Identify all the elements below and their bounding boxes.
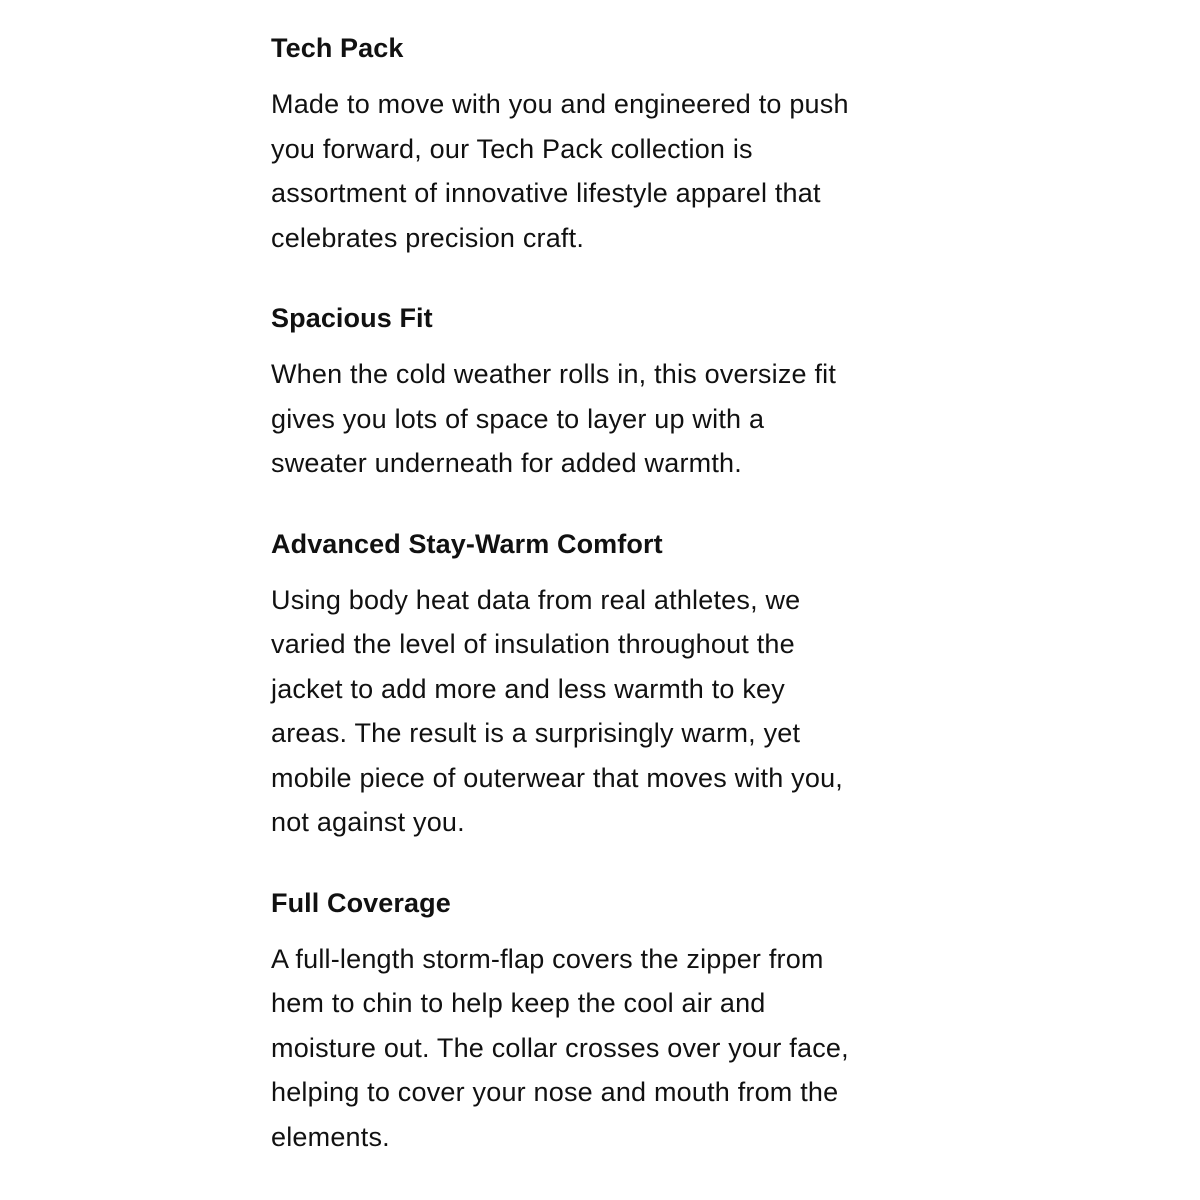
feature-section-stay-warm-comfort: [271, 524, 931, 845]
feature-description: A full-length storm-flap covers the zipper from hem to chin to help keep the cool air and moisture out. The collar crosses over your face, helping to cover your nose and mouth from the elements.: [271, 943, 849, 1152]
product-details: [271, 28, 931, 1197]
feature-section-spacious-fit: [271, 298, 931, 486]
feature-section-full-coverage: [271, 883, 931, 1160]
feature-title: Spacious Fit: [271, 303, 433, 333]
feature-title: Full Coverage: [271, 887, 451, 918]
feature-section-tech-pack: [271, 28, 931, 260]
feature-title: Tech Pack: [271, 33, 404, 63]
feature-description: When the cold weather rolls in, this oversize fit gives you lots of space to layer up with a sweater underneath for added warmth.: [271, 359, 837, 478]
feature-description: Made to move with you and engineered to push you forward, our Tech Pack collection is assortment of innovative lifestyle apparel that celebrates precision craft.: [271, 89, 849, 253]
feature-title: Advanced Stay-Warm Comfort: [271, 528, 663, 559]
feature-description: Using body heat data from real athletes, we varied the level of insulation throughout the jacket to add more and less warmth to key areas. The result is a surprisingly warm, yet mobile piece of outerwear that moves with you, not against you.: [271, 584, 843, 837]
